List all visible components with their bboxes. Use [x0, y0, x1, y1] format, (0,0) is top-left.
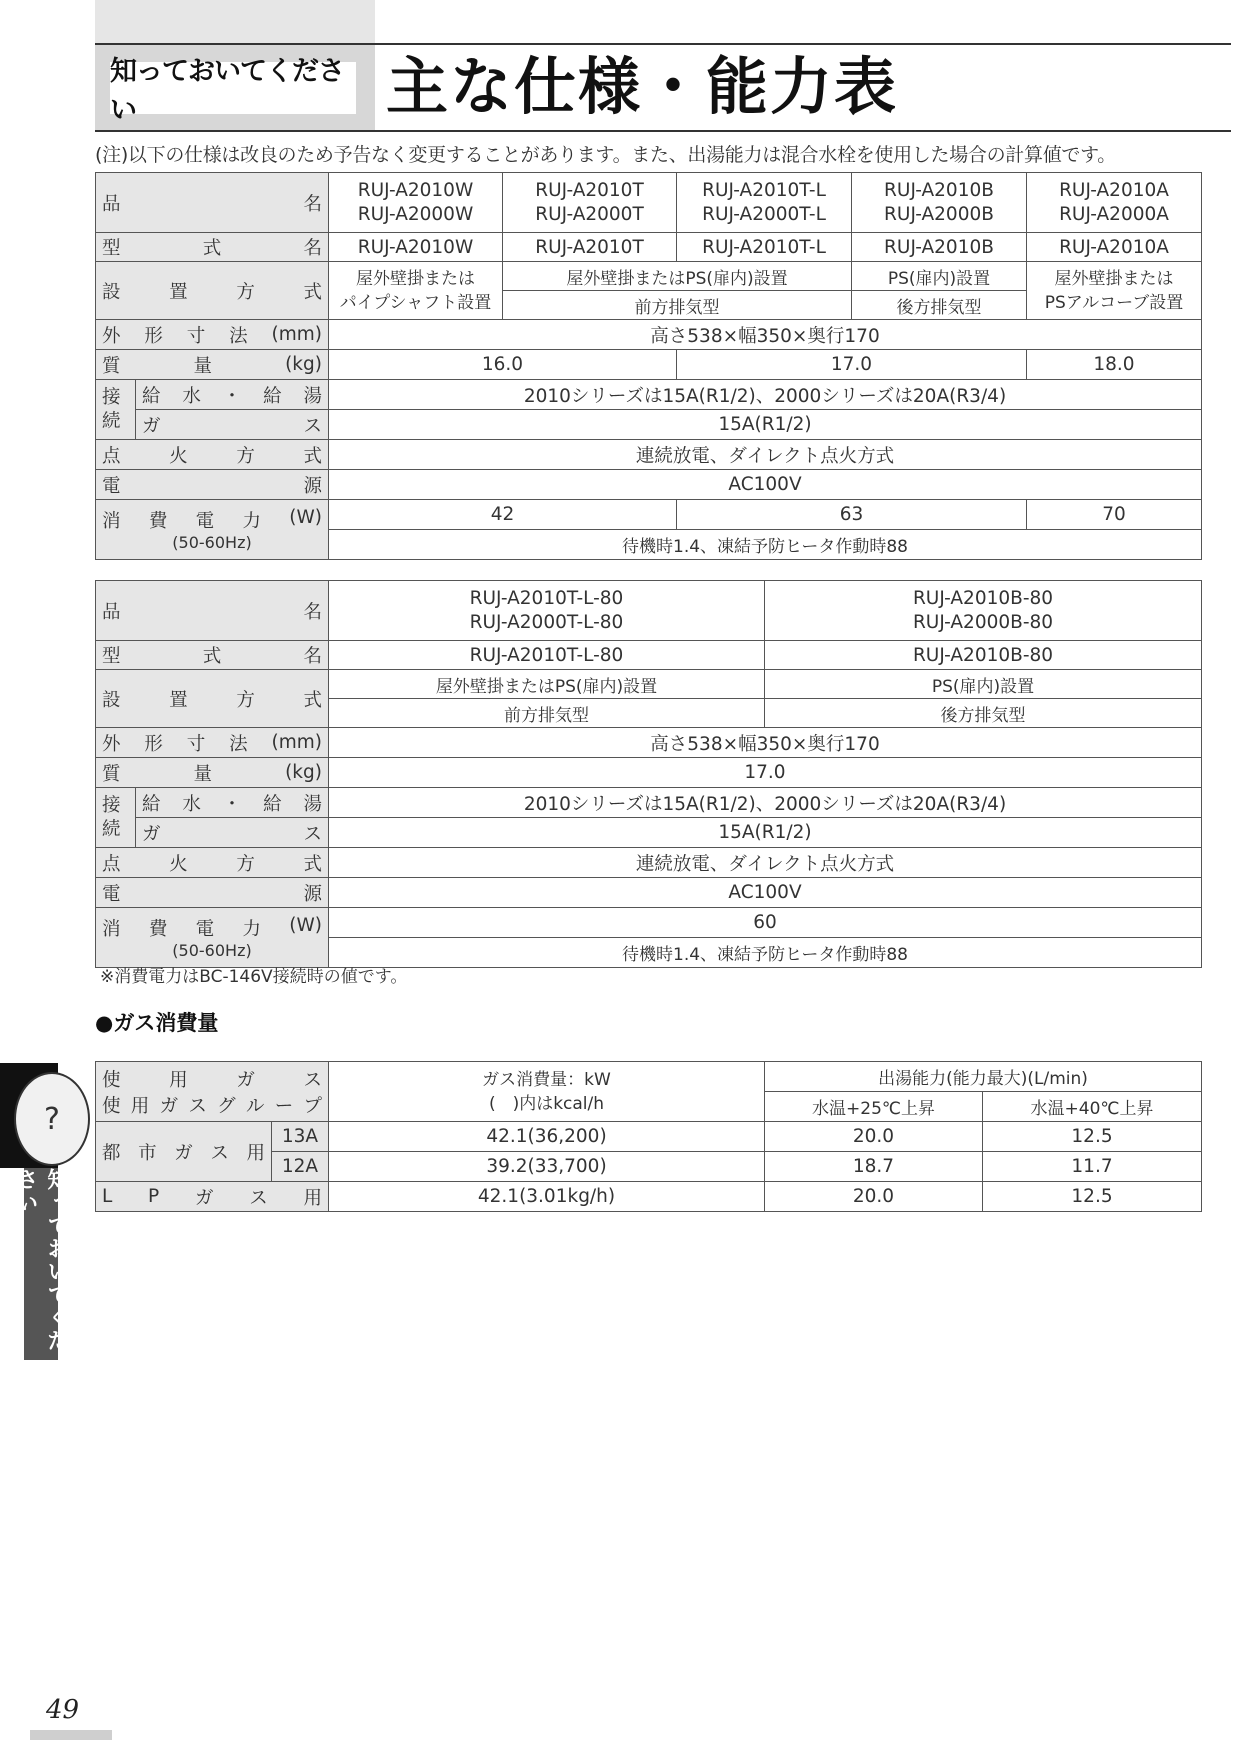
- label-katashiki: 型 式 名: [96, 233, 329, 262]
- label-hinmei: 品 名: [96, 173, 329, 233]
- kyusui-cell: 2010シリーズは15A(R1/2)、2000シリーズは20A(R3/4): [329, 380, 1202, 410]
- shohi-cell: 63: [677, 500, 1027, 530]
- header-chip: 知っておいてください: [110, 62, 356, 114]
- consumption-cell: 42.1(36,200): [329, 1122, 765, 1152]
- hinmei-cell: RUJ-A2010T-L RUJ-A2000T-L: [677, 173, 852, 233]
- katashiki-cell: RUJ-A2010T-L-80: [329, 641, 765, 670]
- katashiki-cell: RUJ-A2010T: [503, 233, 677, 262]
- consumption-cell: 42.1(3.01kg/h): [329, 1182, 765, 1212]
- secchi-cell: 屋外壁掛または PSアルコーブ設置: [1027, 262, 1202, 320]
- label-tenka: 点 火 方 式: [96, 848, 329, 878]
- shohi-cell: 60: [329, 908, 1202, 938]
- secchi-cell: 屋外壁掛または パイプシャフト設置: [329, 262, 503, 320]
- hinmei-cell: RUJ-A2010A RUJ-A2000A: [1027, 173, 1202, 233]
- consumption-cell: 39.2(33,700): [329, 1152, 765, 1182]
- gaikei-cell: 高さ538×幅350×奥行170: [329, 320, 1202, 350]
- label-dengen: 電 源: [96, 470, 329, 500]
- v25-cell: 20.0: [765, 1122, 983, 1152]
- label-kyusui: 給 水 ・ 給 湯: [136, 380, 329, 410]
- label-gaikei: 外 形 寸 法 (mm): [96, 728, 329, 758]
- question-icon: ?: [14, 1072, 90, 1166]
- hinmei-cell: RUJ-A2010T RUJ-A2000T: [503, 173, 677, 233]
- spec-note: (注)以下の仕様は改良のため予告なく変更することがあります。また、出湯能力は混合水栓を使用した場合の計算値です。: [95, 144, 1116, 166]
- hinmei-cell: RUJ-A2010W RUJ-A2000W: [329, 173, 503, 233]
- label-setsuzoku: 接 続: [96, 788, 136, 848]
- v40-cell: 12.5: [983, 1182, 1202, 1212]
- header-bottom-rule: [95, 130, 1231, 132]
- v40-cell: 11.7: [983, 1152, 1202, 1182]
- label-lp-gas: L P ガ ス 用: [96, 1182, 329, 1212]
- label-tenka: 点 火 方 式: [96, 440, 329, 470]
- label-gaikei: 外 形 寸 法 (mm): [96, 320, 329, 350]
- secchi-sub-cell: 後方排気型: [765, 699, 1202, 728]
- secchi-cell: PS(扉内)設置: [765, 670, 1202, 699]
- secchi-sub-cell: 前方排気型: [329, 699, 765, 728]
- shitsuryo-cell: 18.0: [1027, 350, 1202, 380]
- label-shohi: 消 費 電 力 (W) (50-60Hz): [96, 908, 329, 968]
- secchi-sub-cell: 前方排気型: [503, 291, 852, 320]
- label-gas: ガ ス: [136, 410, 329, 440]
- v25-cell: 18.7: [765, 1152, 983, 1182]
- katashiki-cell: RUJ-A2010B-80: [765, 641, 1202, 670]
- label-hinmei: 品 名: [96, 581, 329, 641]
- dengen-cell: AC100V: [329, 470, 1202, 500]
- label-setsuzoku: 接 続: [96, 380, 136, 440]
- label-shitsuryo: 質 量 (kg): [96, 758, 329, 788]
- tenka-cell: 連続放電、ダイレクト点火方式: [329, 848, 1202, 878]
- katashiki-cell: RUJ-A2010W: [329, 233, 503, 262]
- hinmei-cell: RUJ-A2010B RUJ-A2000B: [852, 173, 1027, 233]
- label-shitsuryo: 質 量 (kg): [96, 350, 329, 380]
- taiki-cell: 待機時1.4、凍結予防ヒータ作動時88: [329, 938, 1202, 968]
- secchi-cell: 屋外壁掛またはPS(扉内)設置: [503, 262, 852, 291]
- gas-section-heading: ●ガス消費量: [95, 1011, 219, 1035]
- shohi-cell: 70: [1027, 500, 1202, 530]
- taiki-cell: 待機時1.4、凍結予防ヒータ作動時88: [329, 530, 1202, 560]
- gas-group-12a: 12A: [272, 1152, 329, 1182]
- label-katashiki: 型 式 名: [96, 641, 329, 670]
- label-gas-type: 使 用 ガ ス 使 用 ガ ス グ ル ー プ: [96, 1062, 329, 1122]
- label-secchi: 設 置 方 式: [96, 670, 329, 728]
- shitsuryo-cell: 17.0: [329, 758, 1202, 788]
- label-shohi: 消 費 電 力 (W) (50-60Hz): [96, 500, 329, 560]
- hinmei-cell: RUJ-A2010B-80 RUJ-A2000B-80: [765, 581, 1202, 641]
- katashiki-cell: RUJ-A2010B: [852, 233, 1027, 262]
- secchi-sub-cell: 後方排気型: [852, 291, 1027, 320]
- v25-cell: 20.0: [765, 1182, 983, 1212]
- label-kyusui: 給 水 ・ 給 湯: [136, 788, 329, 818]
- secchi-cell: PS(扉内)設置: [852, 262, 1027, 291]
- shitsuryo-cell: 16.0: [329, 350, 677, 380]
- katashiki-cell: RUJ-A2010A: [1027, 233, 1202, 262]
- spec-table-2: [95, 580, 1202, 968]
- side-tab-label: 知っておいてください: [24, 1168, 58, 1360]
- label-city-gas: 都 市 ガ ス 用: [96, 1122, 272, 1182]
- col-consumption: ガス消費量：kW ( )内はkcal/h: [329, 1062, 765, 1122]
- spec-table-1: [95, 172, 1202, 560]
- kyusui-cell: 2010シリーズは15A(R1/2)、2000シリーズは20A(R3/4): [329, 788, 1202, 818]
- katashiki-cell: RUJ-A2010T-L: [677, 233, 852, 262]
- col-40: 水温+40℃上昇: [983, 1092, 1202, 1122]
- secchi-cell: 屋外壁掛またはPS(扉内)設置: [329, 670, 765, 699]
- dengen-cell: AC100V: [329, 878, 1202, 908]
- page-bar: [30, 1730, 112, 1740]
- gas-cell: 15A(R1/2): [329, 818, 1202, 848]
- col-25: 水温+25℃上昇: [765, 1092, 983, 1122]
- label-gas: ガ ス: [136, 818, 329, 848]
- tenka-cell: 連続放電、ダイレクト点火方式: [329, 440, 1202, 470]
- gaikei-cell: 高さ538×幅350×奥行170: [329, 728, 1202, 758]
- gas-cell: 15A(R1/2): [329, 410, 1202, 440]
- page-number: 49: [46, 1695, 80, 1725]
- gas-table: [95, 1061, 1202, 1212]
- shitsuryo-cell: 17.0: [677, 350, 1027, 380]
- page-title: 主な仕様・能力表: [386, 50, 899, 123]
- footnote: ※消費電力はBC-146V接続時の値です。: [100, 967, 408, 987]
- v40-cell: 12.5: [983, 1122, 1202, 1152]
- col-capacity: 出湯能力(能力最大)(L/min): [765, 1062, 1202, 1092]
- label-dengen: 電 源: [96, 878, 329, 908]
- shohi-cell: 42: [329, 500, 677, 530]
- header-top-tab: [95, 0, 375, 44]
- gas-group-13a: 13A: [272, 1122, 329, 1152]
- hinmei-cell: RUJ-A2010T-L-80 RUJ-A2000T-L-80: [329, 581, 765, 641]
- label-secchi: 設 置 方 式: [96, 262, 329, 320]
